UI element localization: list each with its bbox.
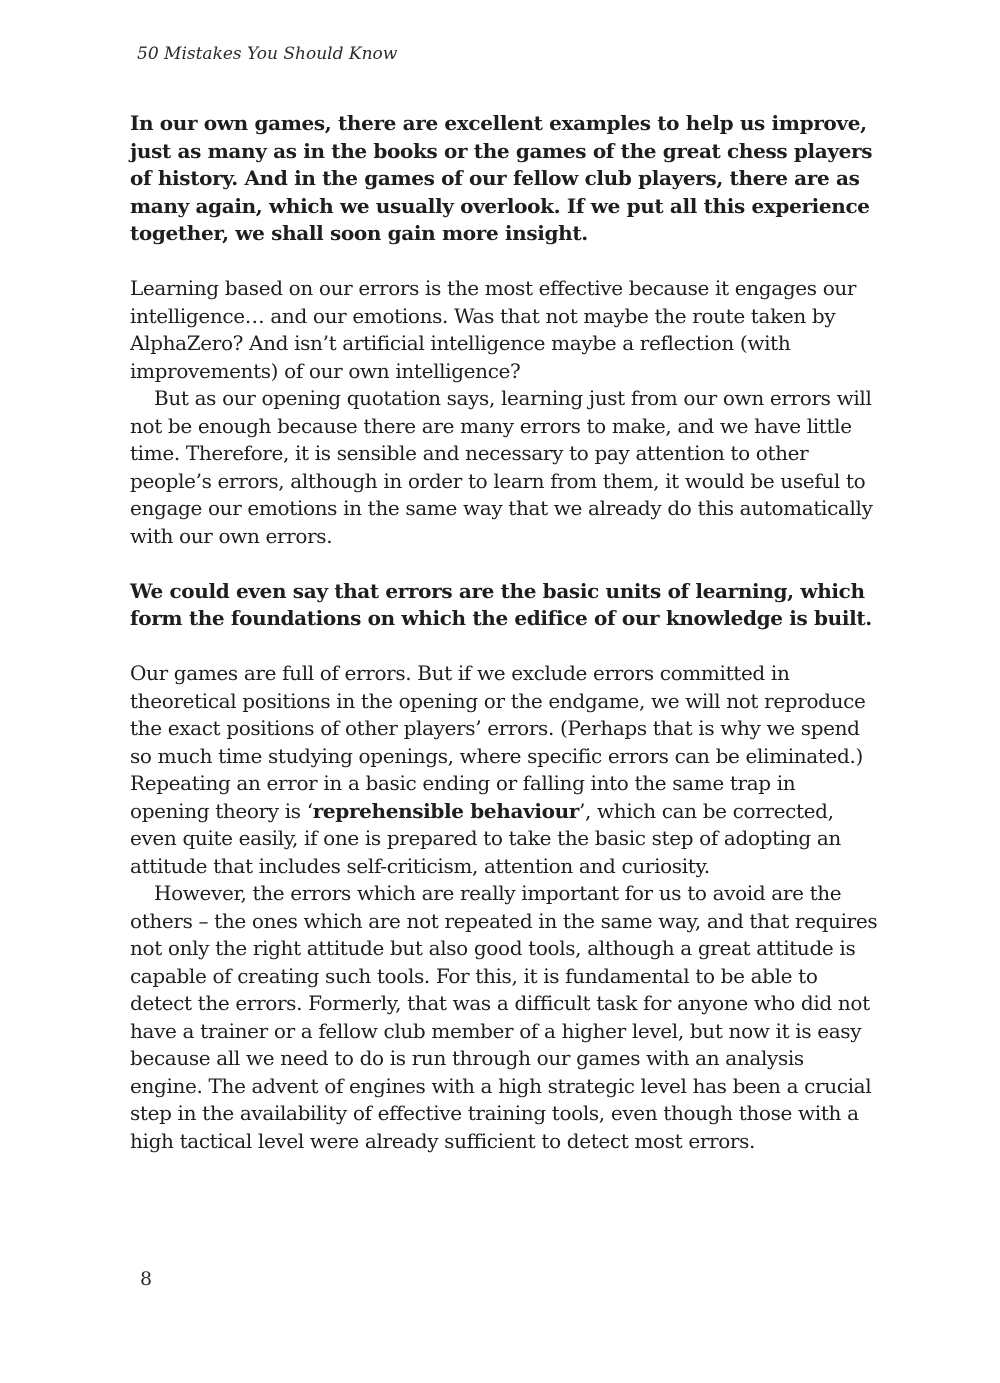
page-number: 8	[140, 1268, 153, 1290]
page-body	[130, 110, 880, 1155]
paragraph-text: Our games are full of errors. But if we exclude errors committed in theoretical positions in the opening or the endgame, we will not reproduce the exact positions of other players’ errors. (Perhaps that is why we spend so much time studying openings, where specific errors can be eliminated.) Repeating an error in a basic ending or falling into the same trap in opening theory is ‘	[130, 661, 866, 823]
paragraph-games-full-of-errors	[130, 660, 880, 880]
running-head: 50 Mistakes You Should Know	[137, 44, 398, 64]
paragraph-basic-units-bold: We could even say that errors are the basic units of learning, which form the foundations on which the edifice of our knowledge is built.	[130, 578, 872, 630]
paragraph-important-errors: However, the errors which are really important for us to avoid are the others – the ones which are not repeated in the same way, and that requires not only the right attitude but also good tools, although a great attitude is capable of creating such tools. For this, it is fundamental to be able to detect the errors. Formerly, that was a difficult task for anyone who did not have a trainer or a fellow club member of a higher level, but now it is easy because all we need to do is run through our games with an analysis engine. The advent of engines with a high strategic level has been a crucial step in the availability of effective training tools, even though those with a high tactical level were already sufficient to detect most errors.	[130, 881, 878, 1153]
emphasis-reprehensible: reprehensible behaviour	[312, 798, 579, 823]
paragraph-intro-bold: In our own games, there are excellent examples to help us improve, just as many as in the books or the games of the great chess players of history. And in the games of our fellow club players, there are as many again, which we usually overlook. If we put all this experience together, we shall soon gain more insight.	[130, 111, 873, 245]
paragraph-text: ’, which can be corrected, even quite easily, if one is prepared to take the basic step of adopting an attitude that includes self-criticism, attention and curiosity.	[130, 798, 841, 878]
paragraph-opening-quotation: But as our opening quotation says, learning just from our own errors will not be enough because there are many errors to make, and we have little time. Therefore, it is sensible and necessary to pay attention to other people’s errors, although in order to learn from them, it would be useful to engage our emotions in the same way that we already do this automatically with our own errors.	[130, 386, 873, 548]
paragraph-learning: Learning based on our errors is the most effective because it engages our intelligence… and our emotions. Was that not maybe the route taken by AlphaZero? And isn’t artificial intelligence maybe a reflection (with improvements) of our own intelligence?	[130, 276, 857, 383]
